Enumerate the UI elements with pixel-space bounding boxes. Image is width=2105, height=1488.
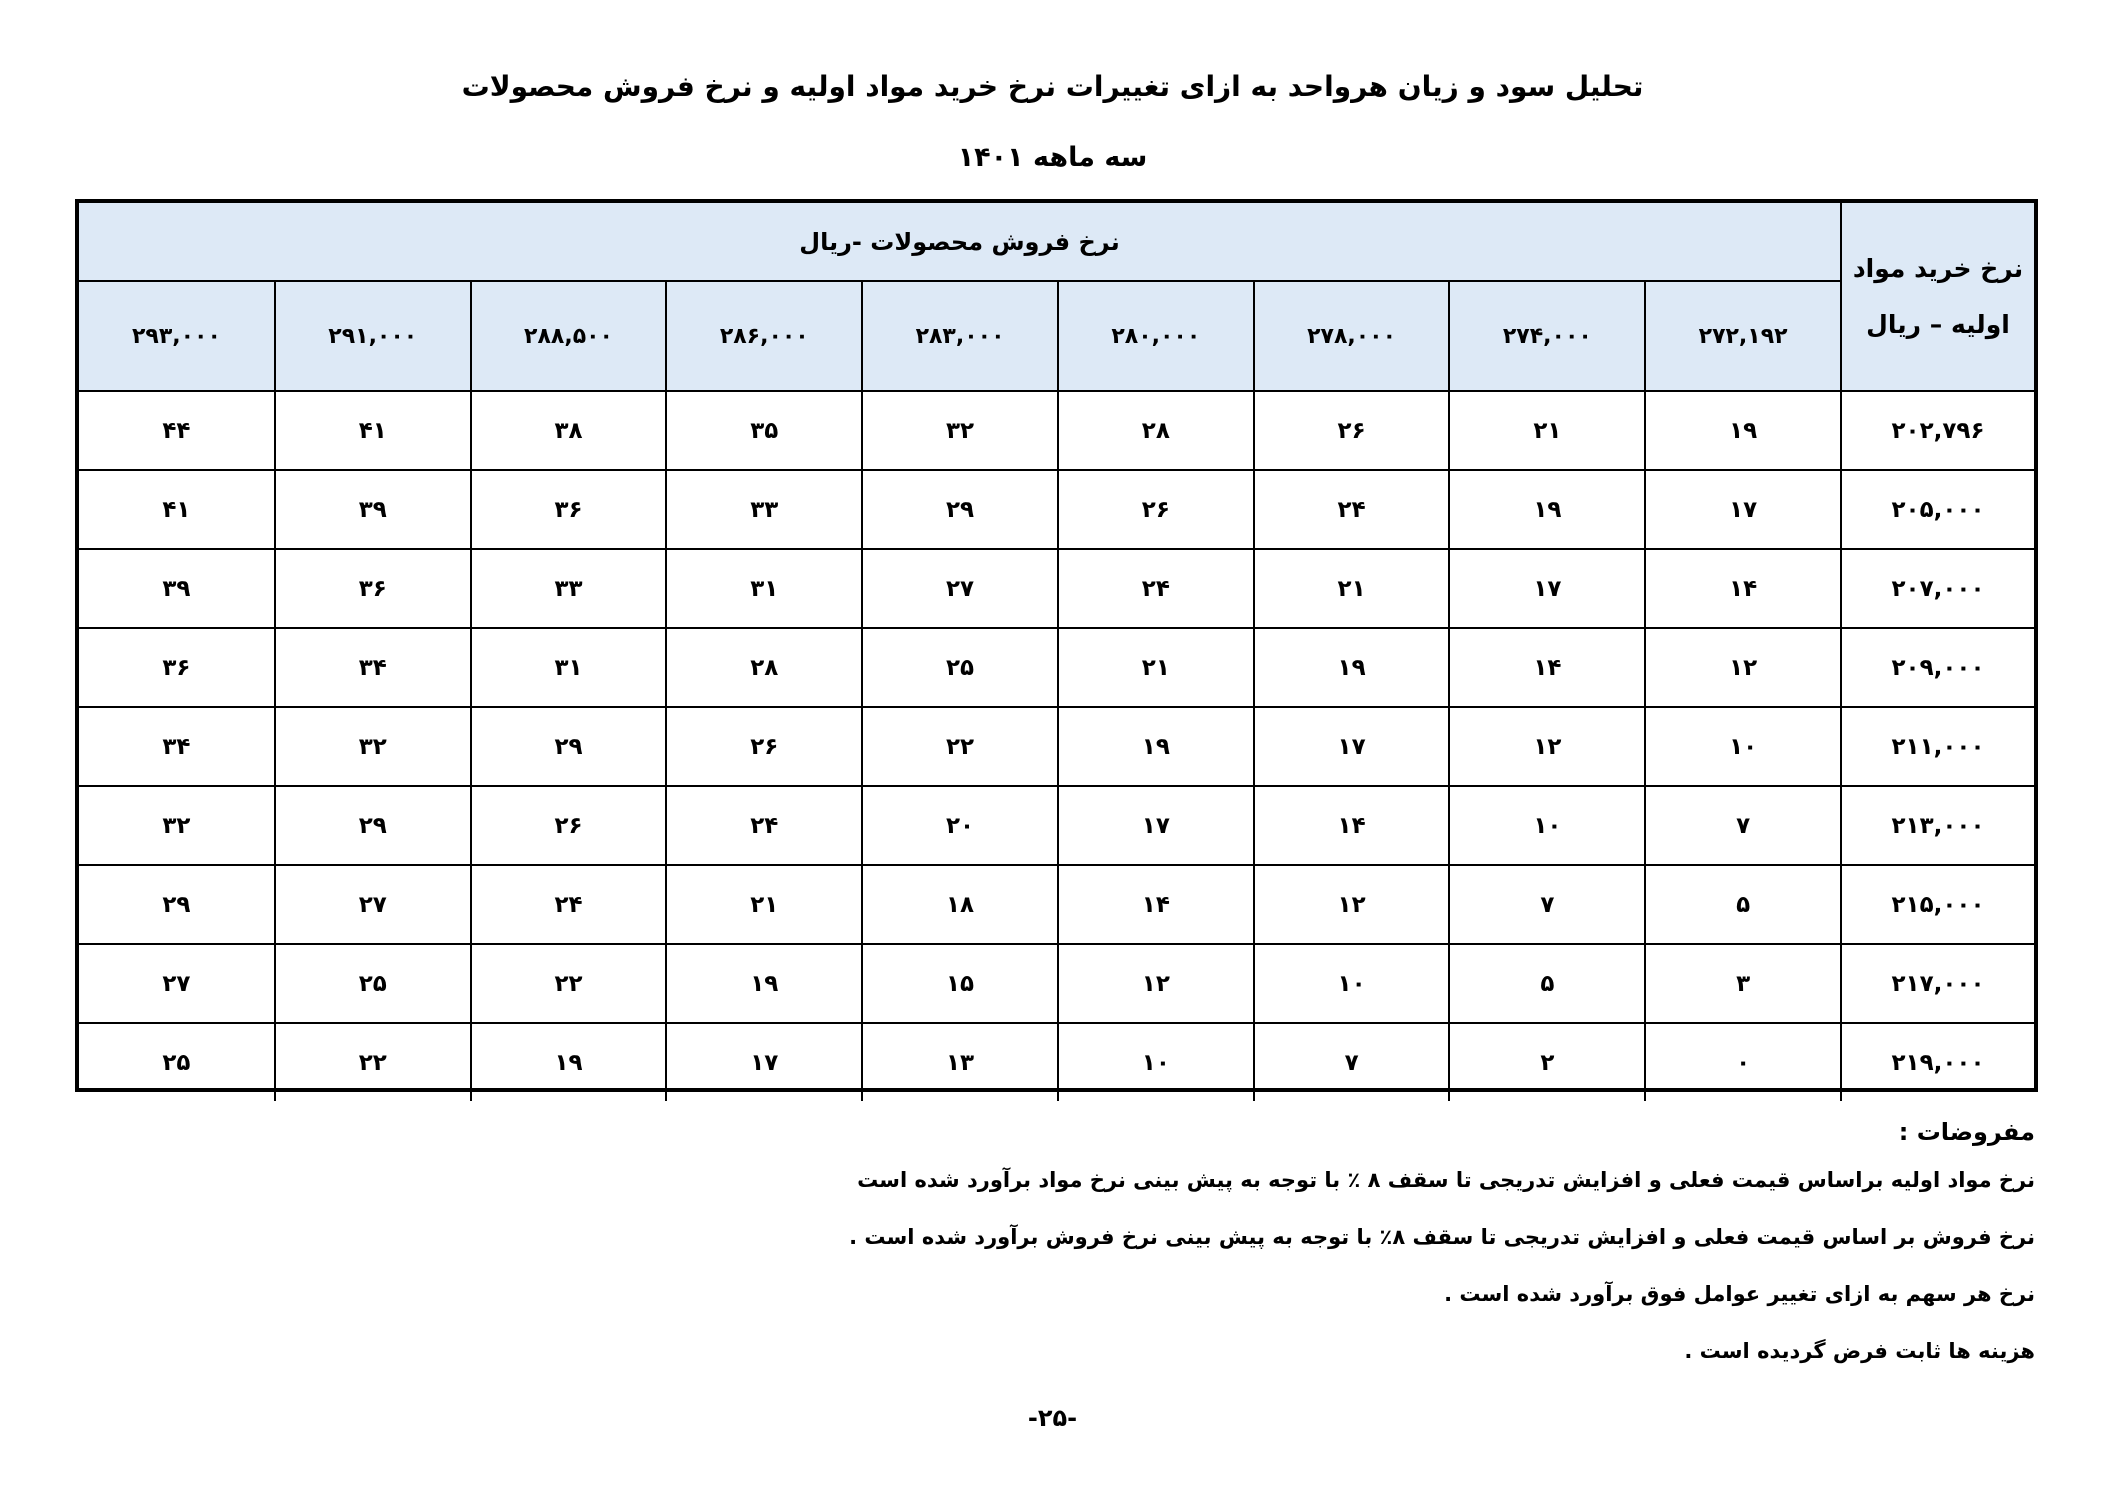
profit-value-cell: ۲۹	[79, 865, 275, 944]
profit-value-cell: ۱۰	[1058, 1023, 1254, 1101]
profit-value-cell: ۱۰	[1449, 786, 1645, 865]
profit-value-cell: ۱۲	[1449, 707, 1645, 786]
profit-value-cell: ۳	[1645, 944, 1841, 1023]
profit-value-cell: ۱۰	[1645, 707, 1841, 786]
profit-value-cell: ۳۵	[666, 391, 862, 470]
profit-value-cell: ۲۲	[471, 944, 667, 1023]
profit-value-cell: ۵	[1449, 944, 1645, 1023]
profit-value-cell: ۳۳	[666, 470, 862, 549]
sensitivity-table	[75, 199, 2038, 1092]
purchase-price-cell: ۲۱۵,۰۰۰	[1841, 865, 2034, 944]
purchase-price-cell: ۲۰۹,۰۰۰	[1841, 628, 2034, 707]
table-row	[79, 549, 2034, 628]
profit-value-cell: ۲۱	[1058, 628, 1254, 707]
profit-value-cell: ۳۴	[275, 628, 471, 707]
purchase-price-cell: ۲۰۲,۷۹۶	[1841, 391, 2034, 470]
purchase-price-cell: ۲۱۹,۰۰۰	[1841, 1023, 2034, 1101]
assumption-item: نرخ هر سهم به ازای تغییر عوامل فوق برآورد شده است .	[1444, 1282, 2035, 1306]
profit-value-cell: ۳۶	[275, 549, 471, 628]
profit-value-cell: ۲۹	[471, 707, 667, 786]
profit-value-cell: ۲۵	[862, 628, 1058, 707]
profit-value-cell: ۱۷	[1645, 470, 1841, 549]
sale-price-header: ۲۷۸,۰۰۰	[1254, 281, 1450, 391]
sale-price-header: ۲۸۰,۰۰۰	[1058, 281, 1254, 391]
profit-value-cell: ۱۴	[1449, 628, 1645, 707]
sale-price-header: ۲۷۴,۰۰۰	[1449, 281, 1645, 391]
document-subtitle: سه ماهه ۱۴۰۱	[957, 142, 1148, 173]
profit-value-cell: ۱۹	[1645, 391, 1841, 470]
document-title: تحلیل سود و زیان هرواحد به ازای تغییرات نرخ خرید مواد اولیه و نرخ فروش محصولات	[461, 70, 1644, 103]
profit-value-cell: ۲۱	[666, 865, 862, 944]
profit-value-cell: ۴۱	[79, 470, 275, 549]
profit-value-cell: ۲۲	[862, 707, 1058, 786]
profit-value-cell: ۷	[1254, 1023, 1450, 1101]
profit-value-cell: ۲۴	[471, 865, 667, 944]
profit-value-cell: ۲۶	[471, 786, 667, 865]
profit-value-cell: ۲۷	[862, 549, 1058, 628]
table-row	[79, 865, 2034, 944]
purchase-price-cell: ۲۱۱,۰۰۰	[1841, 707, 2034, 786]
profit-value-cell: ۲۵	[79, 1023, 275, 1101]
profit-value-cell: ۳۱	[666, 549, 862, 628]
table-row	[79, 944, 2034, 1023]
profit-value-cell: ۲۸	[666, 628, 862, 707]
profit-value-cell: ۳۱	[471, 628, 667, 707]
table-row	[79, 1023, 2034, 1101]
sale-price-header: ۲۷۲,۱۹۲	[1645, 281, 1841, 391]
profit-value-cell: ۲۴	[1254, 470, 1450, 549]
assumptions-section	[635, 1118, 2035, 1394]
table-row	[79, 391, 2034, 470]
profit-value-cell: ۱۲	[1254, 865, 1450, 944]
profit-value-cell: ۱۲	[1058, 944, 1254, 1023]
profit-value-cell: ۲۷	[79, 944, 275, 1023]
row-header-label: نرخ خرید مواد اولیه – ریال	[1841, 203, 2034, 391]
profit-value-cell: ۱۴	[1645, 549, 1841, 628]
profit-value-cell: ۲۸	[1058, 391, 1254, 470]
table-row	[79, 628, 2034, 707]
profit-value-cell: ۱۴	[1058, 865, 1254, 944]
profit-value-cell: ۲۱	[1449, 391, 1645, 470]
profit-value-cell: ۴۴	[79, 391, 275, 470]
table-row	[79, 470, 2034, 549]
table-row	[79, 786, 2034, 865]
profit-value-cell: ۷	[1645, 786, 1841, 865]
purchase-price-cell: ۲۰۷,۰۰۰	[1841, 549, 2034, 628]
purchase-price-cell: ۲۱۳,۰۰۰	[1841, 786, 2034, 865]
profit-value-cell: ۳۲	[79, 786, 275, 865]
profit-value-cell: ۱۹	[1254, 628, 1450, 707]
assumption-item: نرخ فروش بر اساس قیمت فعلی و افزایش تدریجی تا سقف ۸٪ با توجه به پیش بینی نرخ فروش برآورد شده است .	[849, 1225, 2035, 1249]
profit-value-cell: ۱۷	[666, 1023, 862, 1101]
profit-value-cell: ۱۹	[666, 944, 862, 1023]
assumption-item: هزینه ها ثابت فرض گردیده است .	[1684, 1339, 2035, 1363]
assumption-item: نرخ مواد اولیه براساس قیمت فعلی و افزایش تدریجی تا سقف ۸ ٪ با توجه به پیش بینی نرخ مواد برآورد شده است	[857, 1168, 2035, 1192]
profit-value-cell: ۲۷	[275, 865, 471, 944]
profit-value-cell: ۲۹	[275, 786, 471, 865]
profit-value-cell: ۱۸	[862, 865, 1058, 944]
profit-value-cell: ۳۴	[79, 707, 275, 786]
assumptions-title: مفروضات :	[1898, 1118, 2035, 1146]
profit-value-cell: ۱۰	[1254, 944, 1450, 1023]
sale-price-header: ۲۹۱,۰۰۰	[275, 281, 471, 391]
profit-value-cell: ۱۹	[471, 1023, 667, 1101]
profit-value-cell: ۲۶	[1254, 391, 1450, 470]
profit-value-cell: ۵	[1645, 865, 1841, 944]
profit-value-cell: ۲۵	[275, 944, 471, 1023]
profit-value-cell: ۳۲	[862, 391, 1058, 470]
sale-price-header: ۲۸۶,۰۰۰	[666, 281, 862, 391]
profit-value-cell: ۱۷	[1058, 786, 1254, 865]
purchase-price-cell: ۲۱۷,۰۰۰	[1841, 944, 2034, 1023]
profit-value-cell: ۴۱	[275, 391, 471, 470]
profit-value-cell: ۲۱	[1254, 549, 1450, 628]
profit-value-cell: ۱۷	[1254, 707, 1450, 786]
profit-value-cell: ۳۹	[275, 470, 471, 549]
profit-value-cell: ۳۶	[79, 628, 275, 707]
profit-value-cell: ۱۲	[1645, 628, 1841, 707]
profit-value-cell: ۱۴	[1254, 786, 1450, 865]
table-body	[79, 391, 2034, 1101]
profit-value-cell: ۱۹	[1058, 707, 1254, 786]
profit-value-cell: ۳۲	[275, 707, 471, 786]
profit-value-cell: ۱۳	[862, 1023, 1058, 1101]
profit-value-cell: ۲۴	[1058, 549, 1254, 628]
profit-value-cell: ۲	[1449, 1023, 1645, 1101]
profit-value-cell: ۳۹	[79, 549, 275, 628]
profit-value-cell: ۱۷	[1449, 549, 1645, 628]
profit-value-cell: ۰	[1645, 1023, 1841, 1101]
profit-value-cell: ۱۵	[862, 944, 1058, 1023]
profit-value-cell: ۲۲	[275, 1023, 471, 1101]
profit-value-cell: ۲۶	[666, 707, 862, 786]
profit-value-cell: ۲۶	[1058, 470, 1254, 549]
profit-value-cell: ۲۰	[862, 786, 1058, 865]
profit-value-cell: ۳۸	[471, 391, 667, 470]
sale-price-header: ۲۸۳,۰۰۰	[862, 281, 1058, 391]
sale-price-header: ۲۹۳,۰۰۰	[79, 281, 275, 391]
profit-value-cell: ۳۶	[471, 470, 667, 549]
page-number: -۲۵-	[1027, 1404, 1078, 1432]
purchase-price-cell: ۲۰۵,۰۰۰	[1841, 470, 2034, 549]
column-group-label: نرخ فروش محصولات -ریال	[79, 203, 1841, 281]
profit-value-cell: ۲۴	[666, 786, 862, 865]
profit-value-cell: ۷	[1449, 865, 1645, 944]
profit-value-cell: ۳۳	[471, 549, 667, 628]
sale-price-header: ۲۸۸,۵۰۰	[471, 281, 667, 391]
profit-value-cell: ۱۹	[1449, 470, 1645, 549]
profit-value-cell: ۲۹	[862, 470, 1058, 549]
table-row	[79, 707, 2034, 786]
